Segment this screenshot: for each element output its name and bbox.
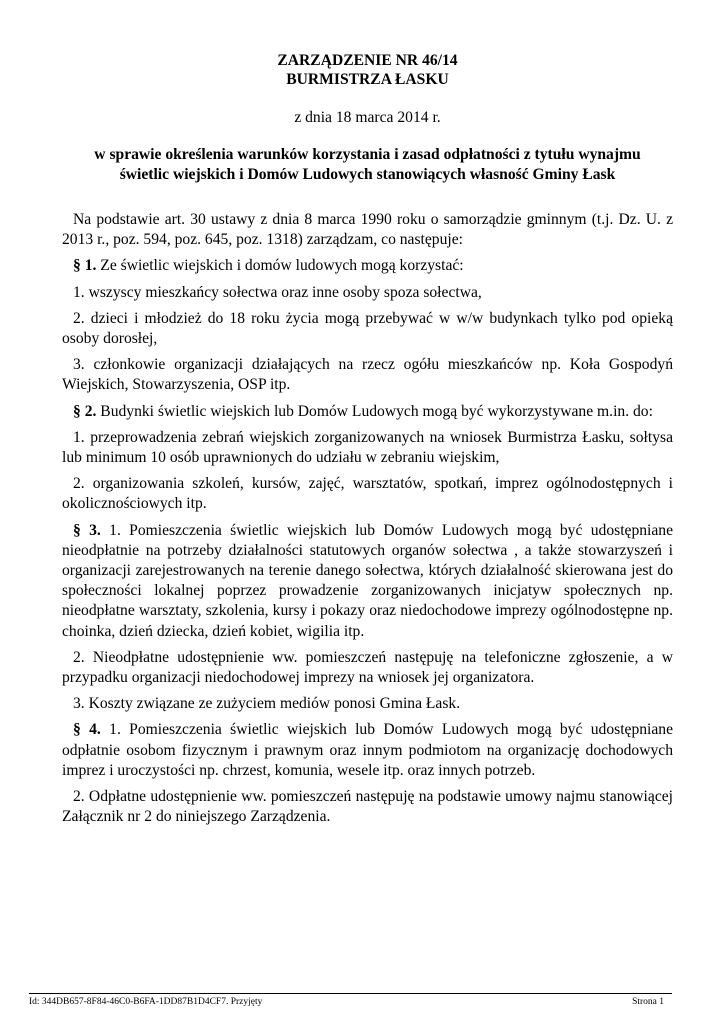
section-2-item-2: 2. organizowania szkoleń, kursów, zajęć, warsztatów, spotkań, imprez ogólnodostępnych i okolicznościowych itp. <box>62 475 673 513</box>
section-1-text: Ze świetlic wiejskich i domów ludowych mogą korzystać: <box>96 257 464 275</box>
section-3-item-3: 3. Koszty związane ze zużyciem mediów ponosi Gmina Łask. <box>73 695 461 713</box>
document-subject <box>62 145 673 185</box>
section-1-item-1: 1. wszyscy mieszkańcy sołectwa oraz inne osoby spoza sołectwa, <box>73 283 482 301</box>
document-issuer: BURMISTRZA ŁASKU <box>286 71 449 88</box>
footer-page-number: Strona 1 <box>632 997 664 1007</box>
section-2 <box>62 402 673 422</box>
footer-divider <box>29 993 672 994</box>
section-4 <box>62 720 673 781</box>
section-4-item-2: 2. Odpłatne udostępnienie ww. pomieszczeń następuję na podstawie umowy najmu stanowiącej Załącznik nr 2 do niniejszego Zarządzenia. <box>62 788 673 826</box>
section-1-item-2: 2. dzieci i młodzież do 18 roku życia mogą przebywać w w/w budynkach tylko pod opieką osoby dorosłej, <box>62 309 673 348</box>
section-3-item-2: 2. Nieodpłatne udostępnienie ww. pomieszczeń następuję na telefoniczne zgłoszenie, a w przypadku organizacji niedochodowej imprezy na wniosek jej organizatora. <box>62 648 673 687</box>
document-date: z dnia 18 marca 2014 r. <box>294 109 441 126</box>
preamble: Na podstawie art. 30 ustawy z dnia 8 marca 1990 roku o samorządzie gminnym (t.j. Dz. U. z 2013 r., poz. 594, poz. 645, poz. 1318) zarządzam, co następuje: <box>62 211 673 249</box>
section-2-label: § 2. <box>73 402 97 420</box>
section-2-text: Budynki świetlic wiejskich lub Domów Ludowych mogą być wykorzystywane m.in. do: <box>96 402 653 420</box>
section-2-item-1: 1. przeprowadzenia zebrań wiejskich zorganizowanych na wniosek Burmistrza Łasku, sołtysa lub minimum 10 osób uprawnionych do udziału w zebraniu wiejskim, <box>62 428 673 467</box>
subject-line-2: świetlic wiejskich i Domów Ludowych stanowiących własność Gminy Łask <box>119 166 616 183</box>
section-3-text: 1. Pomieszczenia świetlic wiejskich lub Domów Ludowych mogą być udostępniane nieodpłatnie na potrzeby działalności statutowych organów sołectwa , a także stowarzyszeń i organizacji zarejestrowanych na terenie danego sołectwa, których działalność skierowana jest do społeczności lokalnej poprzez prowadzenie zorganizowanych inicjatyw społecznych np. nieodpłatne warsztaty, szkolenia, kursy i pokazy oraz niedochodowe imprezy ogólnodostępne np. choinka, dzień dziecka, dzień kobiet, wigilia itp. <box>62 521 674 640</box>
section-1 <box>62 256 673 276</box>
document-title: ZARZĄDZENIE NR 46/14 <box>277 52 458 69</box>
footer-document-id: Id: 344DB657-8F84-46C0-B6FA-1DD87B1D4CF7. Przyjęty <box>29 997 263 1007</box>
section-4-text: 1. Pomieszczenia świetlic wiejskich lub Domów Ludowych mogą być udostępniane odpłatnie osobom fizycznym i prawnym oraz innym podmiotom na organizację dochodowych imprez i uroczystości np. chrzest, komunia, wesele itp. oraz innych potrzeb. <box>62 721 674 779</box>
document-body <box>62 210 673 827</box>
section-3-label: § 3. <box>73 521 101 539</box>
section-1-item-3: 3. członkowie organizacji działających na rzecz ogółu mieszkańców np. Koła Gospodyń Wiejskich, Stowarzyszenia, OSP itp. <box>62 356 673 394</box>
subject-line-1: w sprawie określenia warunków korzystania i zasad odpłatności z tytułu wynajmu <box>94 146 641 163</box>
section-3 <box>62 521 673 642</box>
section-1-label: § 1. <box>73 257 97 275</box>
section-4-label: § 4. <box>73 721 101 739</box>
